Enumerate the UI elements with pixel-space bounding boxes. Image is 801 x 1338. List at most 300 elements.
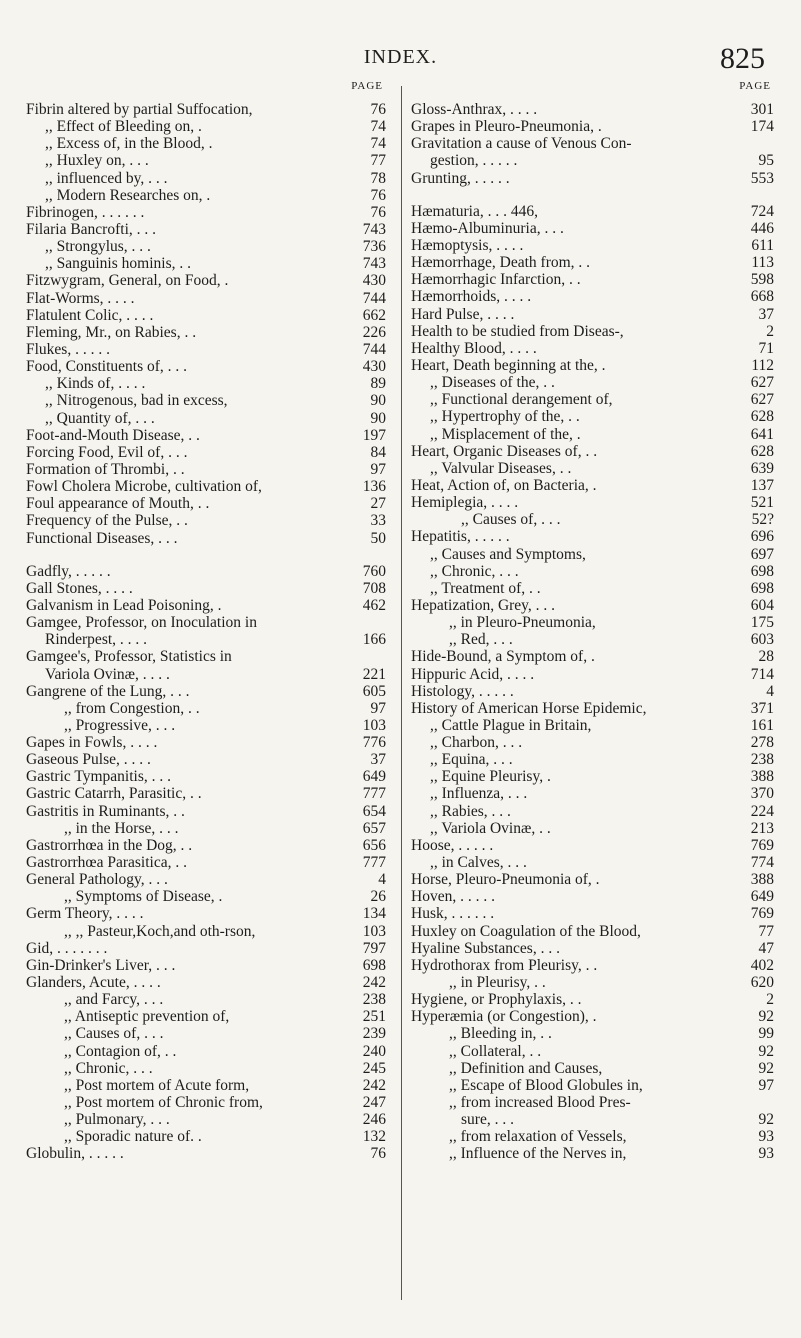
index-entry <box>411 768 774 785</box>
index-entry-text: ,, Effect of Bleeding on, . <box>45 118 202 136</box>
index-entry <box>26 871 386 888</box>
index-entry <box>411 1111 774 1128</box>
index-entry-text: Hippuric Acid, . . . . <box>411 665 535 683</box>
index-entry <box>26 221 386 238</box>
index-entry <box>411 888 774 905</box>
index-entry <box>411 254 774 271</box>
index-entry-page: 611 <box>751 236 774 254</box>
index-entry-page: 90 <box>370 392 386 410</box>
index-entry <box>26 854 386 871</box>
index-entry-page: 246 <box>362 1111 386 1129</box>
index-entry-page: 92 <box>758 1111 774 1129</box>
index-entry-text: Hard Pulse, . . . . <box>411 305 515 323</box>
index-entry-page: 103 <box>362 716 386 734</box>
index-entry-page: 52? <box>751 511 774 529</box>
index-entry-page: 714 <box>750 665 774 683</box>
index-entry-text: Foot-and-Mouth Disease, . . <box>26 426 200 444</box>
index-entry-text: Gastritis in Ruminants, . . <box>26 802 185 820</box>
index-entry-text: ,, Functional derangement of, <box>430 391 613 409</box>
index-entry <box>26 255 386 272</box>
index-entry-text: ,, Treatment of, . . <box>430 579 541 597</box>
index-entry <box>26 1060 386 1077</box>
index-entry-page: 654 <box>362 802 386 820</box>
index-entry-text: ,, Symptoms of Disease, . <box>64 888 223 906</box>
index-entry <box>26 444 386 461</box>
index-entry <box>411 323 774 340</box>
index-entry-page: 99 <box>758 1025 774 1043</box>
index-entry-page: 446 <box>750 219 774 237</box>
index-entry <box>26 1111 386 1128</box>
index-entry <box>411 340 774 357</box>
index-entry <box>26 1025 386 1042</box>
index-entry-text: Hoose, . . . . . <box>411 836 494 854</box>
index-entry-page: 95 <box>758 152 774 170</box>
left-index-lines <box>26 101 386 1163</box>
index-entry <box>411 940 774 957</box>
index-entry <box>411 288 774 305</box>
index-entry <box>411 306 774 323</box>
index-entry-text: ,, in Calves, . . . <box>430 854 527 872</box>
index-entry-page: 776 <box>362 734 386 752</box>
index-entry <box>411 357 774 374</box>
index-entry-page: 78 <box>370 169 386 187</box>
index-entry <box>26 1145 386 1162</box>
index-entry-page: 639 <box>750 459 774 477</box>
index-entry-page: 76 <box>370 101 386 118</box>
index-entry <box>26 135 386 152</box>
index-entry-page: 242 <box>362 974 386 992</box>
index-entry-page: 136 <box>362 478 386 496</box>
index-entry <box>26 272 386 289</box>
index-entry-page: 93 <box>758 1128 774 1146</box>
index-entry-text: ,, in Pleuro-Pneumonia, <box>449 614 596 632</box>
index-entry-text: ,, Strongylus, . . . <box>45 238 151 256</box>
index-entry-page: 696 <box>750 528 774 546</box>
index-entry-text: Gaseous Pulse, . . . . <box>26 751 151 769</box>
index-entry <box>411 528 774 545</box>
index-entry-page: 175 <box>750 614 774 632</box>
index-entry <box>411 923 774 940</box>
page-number: 825 <box>720 42 765 75</box>
index-entry-text: ,, Kinds of, . . . . <box>45 375 146 393</box>
index-entry-text: ,, Red, . . . <box>449 631 513 649</box>
index-entry-text: Flukes, . . . . . <box>26 340 110 358</box>
index-entry-page: 27 <box>370 495 386 513</box>
index-entry <box>411 135 774 152</box>
index-entry-page: 197 <box>362 426 386 444</box>
index-entry <box>411 785 774 802</box>
index-entry-page: 641 <box>750 425 774 443</box>
index-entry <box>411 717 774 734</box>
index-entry <box>26 375 386 392</box>
index-entry-text: Filaria Bancrofti, . . . <box>26 220 156 238</box>
index-entry-text: History of American Horse Epidemic, <box>411 699 647 717</box>
index-entry <box>411 597 774 614</box>
index-entry-text: ,, Sanguinis hominis, . . <box>45 255 191 273</box>
index-entry-text: ,, Charbon, . . . <box>430 734 523 752</box>
index-entry-text: ,, Bleeding in, . . <box>449 1025 552 1043</box>
index-entry <box>411 614 774 631</box>
index-entry <box>26 204 386 221</box>
index-entry <box>411 957 774 974</box>
index-entry-text: Variola Ovinæ, . . . . <box>45 665 170 683</box>
index-entry <box>411 374 774 391</box>
index-entry <box>411 477 774 494</box>
index-entry-page: 92 <box>758 1008 774 1026</box>
index-entry-page: 132 <box>362 1128 386 1146</box>
index-entry-page: 371 <box>750 699 774 717</box>
index-entry <box>26 614 386 631</box>
index-entry-text: ,, from increased Blood Pres- <box>449 1094 631 1112</box>
index-entry-text: ,, Variola Ovinæ, . . <box>430 819 551 837</box>
index-entry-text: Hæmaturia, . . . 446, <box>411 202 538 220</box>
index-entry <box>411 1008 774 1025</box>
index-entry-text: ,, Hypertrophy of the, . . <box>430 408 580 426</box>
index-entry-page: 553 <box>750 169 774 187</box>
right-index-lines <box>411 101 774 1163</box>
index-entry <box>26 392 386 409</box>
index-entry-text: Heart, Organic Diseases of, . . <box>411 442 598 460</box>
index-entry <box>411 1025 774 1042</box>
index-entry-text: Fibrin altered by partial Suffocation, <box>26 101 253 118</box>
index-entry-page: 71 <box>758 339 774 357</box>
index-entry-page: 238 <box>362 991 386 1009</box>
index-entry-page: 238 <box>750 751 774 769</box>
index-entry <box>26 820 386 837</box>
index-entry-text: Heart, Death beginning at the, . <box>411 356 606 374</box>
left-index-column <box>26 80 386 1163</box>
index-entry-text: Galvanism in Lead Poisoning, . <box>26 596 222 614</box>
index-entry <box>411 563 774 580</box>
index-entry-page: 76 <box>370 186 386 204</box>
index-entry-page: 724 <box>750 202 774 220</box>
index-entry-page: 112 <box>751 356 774 374</box>
index-entry-page: 93 <box>758 1145 774 1163</box>
index-entry-page: 388 <box>750 871 774 889</box>
index-entry-text: ,, Progressive, . . . <box>64 716 176 734</box>
index-entry-text: Fowl Cholera Microbe, cultivation of, <box>26 478 262 496</box>
index-entry <box>26 905 386 922</box>
index-entry-page: 797 <box>362 939 386 957</box>
index-entry-text: ,, Equine Pleurisy, . <box>430 768 551 786</box>
index-entry-text: ,, influenced by, . . . <box>45 169 168 187</box>
index-entry-page: 92 <box>758 1042 774 1060</box>
index-entry-page: 603 <box>750 631 774 649</box>
index-entry <box>26 991 386 1008</box>
index-entry-page: 462 <box>362 596 386 614</box>
index-entry-text: ,, Modern Researches on, . <box>45 186 211 204</box>
index-entry-text: Health to be studied from Diseas-, <box>411 322 624 340</box>
index-entry <box>26 717 386 734</box>
index-entry <box>26 324 386 341</box>
index-entry-page: 777 <box>362 854 386 872</box>
index-entry-text: Hyaline Substances, . . . <box>411 939 560 957</box>
index-entry <box>411 871 774 888</box>
index-entry-page: 242 <box>362 1076 386 1094</box>
index-entry <box>26 478 386 495</box>
index-entry-page: 769 <box>750 905 774 923</box>
index-entry-page: 47 <box>758 939 774 957</box>
index-entry-page: 521 <box>750 494 774 512</box>
index-entry-page: 278 <box>750 734 774 752</box>
index-entry-text: Histology, . . . . . <box>411 682 514 700</box>
index-entry-text: Grapes in Pleuro-Pneumonia, . <box>411 118 602 136</box>
index-entry <box>26 341 386 358</box>
index-entry-page: 649 <box>750 888 774 906</box>
index-entry-text: ,, Pulmonary, . . . <box>64 1111 170 1129</box>
index-entry-text: Huxley on Coagulation of the Blood, <box>411 922 641 940</box>
index-entry <box>26 530 386 547</box>
index-entry-page: 628 <box>750 442 774 460</box>
index-entry-text: ,, Chronic, . . . <box>430 562 519 580</box>
index-entry <box>411 1128 774 1145</box>
index-entry-text: ,, Cattle Plague in Britain, <box>430 716 592 734</box>
index-entry-page: 166 <box>362 631 386 649</box>
index-entry-page: 698 <box>750 562 774 580</box>
index-entry-text: ,, Chronic, . . . <box>64 1059 153 1077</box>
index-entry <box>26 1077 386 1094</box>
index-entry-text: ,, from Congestion, . . <box>64 699 200 717</box>
index-entry-page: 226 <box>362 323 386 341</box>
index-entry-text: Healthy Blood, . . . . <box>411 339 537 357</box>
index-entry-page: 221 <box>362 665 386 683</box>
index-entry-text: ,, Misplacement of the, . <box>430 425 581 443</box>
index-entry-page: 50 <box>370 529 386 547</box>
index-entry-page: 698 <box>750 579 774 597</box>
index-entry-page: 760 <box>362 562 386 580</box>
index-entry <box>26 648 386 665</box>
index-entry-text: ,, Escape of Blood Globules in, <box>449 1076 643 1094</box>
index-entry-page: 301 <box>750 101 774 118</box>
index-entry-text: Hide-Bound, a Symptom of, . <box>411 648 595 666</box>
index-entry-page: 137 <box>750 476 774 494</box>
index-entry-page: 430 <box>362 358 386 376</box>
index-entry-text: Hepatization, Grey, . . . <box>411 596 556 614</box>
index-entry <box>411 631 774 648</box>
index-entry-text: ,, Causes and Symptoms, <box>430 545 586 563</box>
index-entry <box>411 854 774 871</box>
index-entry-page: 97 <box>370 460 386 478</box>
index-entry-page: 736 <box>362 238 386 256</box>
index-entry-text: Gloss-Anthrax, . . . . <box>411 101 538 118</box>
index-entry-text: sure, . . . <box>461 1111 514 1129</box>
index-entry-page: 628 <box>750 408 774 426</box>
index-entry-page: 698 <box>362 956 386 974</box>
index-entry-text: Forcing Food, Evil of, . . . <box>26 443 188 461</box>
index-entry-text: ,, from relaxation of Vessels, <box>449 1128 627 1146</box>
index-entry <box>411 837 774 854</box>
index-entry-text: ,, Nitrogenous, bad in excess, <box>45 392 228 410</box>
index-entry <box>411 683 774 700</box>
index-entry-page: 33 <box>370 512 386 530</box>
index-entry <box>26 940 386 957</box>
index-entry-text: ,, Influence of the Nerves in, <box>449 1145 627 1163</box>
right-page-heading: PAGE <box>739 80 771 92</box>
index-entry <box>411 203 774 220</box>
index-entry-text: Gastrorrhœa in the Dog, . . <box>26 836 193 854</box>
index-entry-text: Husk, . . . . . . <box>411 905 495 923</box>
index-entry-page: 76 <box>370 1145 386 1163</box>
index-entry-text: Gamgee, Professor, on Inoculation in <box>26 614 257 632</box>
index-entry-text: Fibrinogen, . . . . . . <box>26 203 145 221</box>
index-entry <box>26 888 386 905</box>
page-title: INDEX. <box>363 46 438 68</box>
index-entry <box>26 170 386 187</box>
index-entry-text: Functional Diseases, . . . <box>26 529 178 547</box>
index-entry-page: 26 <box>370 888 386 906</box>
index-entry <box>26 290 386 307</box>
index-entry-page: 77 <box>758 922 774 940</box>
index-entry-text: ,, Causes of, . . . <box>64 1025 164 1043</box>
index-entry-text: Fitzwygram, General, on Food, . <box>26 272 229 290</box>
index-entry-page: 430 <box>362 272 386 290</box>
index-entry-page: 97 <box>370 699 386 717</box>
index-entry <box>411 118 774 135</box>
index-entry <box>411 237 774 254</box>
index-entry-text: Formation of Thrombi, . . <box>26 460 185 478</box>
index-entry <box>26 837 386 854</box>
index-entry <box>411 271 774 288</box>
index-entry <box>26 461 386 478</box>
index-entry-text: Germ Theory, . . . . <box>26 905 144 923</box>
index-entry-text: ,, Valvular Diseases, . . <box>430 459 572 477</box>
index-entry-page: 28 <box>758 648 774 666</box>
index-entry-text: Heat, Action of, on Bacteria, . <box>411 476 597 494</box>
index-entry-page: 774 <box>750 854 774 872</box>
index-entry-text: ,, Causes of, . . . <box>461 511 561 529</box>
index-entry <box>411 1043 774 1060</box>
index-entry <box>411 391 774 408</box>
index-entry <box>26 495 386 512</box>
index-entry-page: 2 <box>766 322 774 340</box>
index-entry-text: Gastric Tympanitis, . . . <box>26 768 172 786</box>
index-entry-text: gestion, . . . . . <box>430 152 518 170</box>
index-entry-page: 388 <box>750 768 774 786</box>
index-entry <box>26 631 386 648</box>
index-entry <box>26 666 386 683</box>
index-entry <box>26 597 386 614</box>
index-entry-page: 251 <box>362 1008 386 1026</box>
index-entry-text: Hoven, . . . . . <box>411 888 495 906</box>
index-entry <box>411 666 774 683</box>
index-entry-text: ,, Contagion of, . . <box>64 1042 177 1060</box>
index-entry-page: 37 <box>758 305 774 323</box>
index-entry-text: ,, Equina, . . . <box>430 751 513 769</box>
index-entry <box>411 751 774 768</box>
index-entry-page: 92 <box>758 1059 774 1077</box>
index-entry-page: 402 <box>750 956 774 974</box>
index-entry-text: ,, Post mortem of Chronic from, <box>64 1094 263 1112</box>
index-entry-text: Flatulent Colic, . . . . <box>26 306 154 324</box>
index-entry-page: 656 <box>362 836 386 854</box>
index-entry-text: Gangrene of the Lung, . . . <box>26 682 190 700</box>
index-entry-text: Gravitation a cause of Venous Con- <box>411 135 632 153</box>
index-entry-text: Food, Constituents of, . . . <box>26 358 188 376</box>
index-entry-text: Globulin, . . . . . <box>26 1145 124 1163</box>
page-header <box>0 42 801 82</box>
index-entry <box>411 700 774 717</box>
index-entry-page: 627 <box>750 374 774 392</box>
index-entry-text: ,, Sporadic nature of. . <box>64 1128 202 1146</box>
index-entry-page: 2 <box>766 991 774 1009</box>
index-entry-text: ,, Collateral, . . <box>449 1042 542 1060</box>
index-entry <box>26 768 386 785</box>
index-entry <box>411 1060 774 1077</box>
index-entry-page: 76 <box>370 203 386 221</box>
index-entry-text: Hydrothorax from Pleurisy, . . <box>411 956 598 974</box>
index-entry <box>26 923 386 940</box>
index-entry <box>26 1128 386 1145</box>
index-entry <box>411 648 774 665</box>
index-entry-text: Gall Stones, . . . . <box>26 579 133 597</box>
index-entry-page: 97 <box>758 1076 774 1094</box>
index-entry-page: 213 <box>750 819 774 837</box>
index-entry-text: Gastric Catarrh, Parasitic, . . <box>26 785 202 803</box>
index-entry-text: ,, Influenza, . . . <box>430 785 528 803</box>
index-entry-page: 649 <box>362 768 386 786</box>
index-entry-page: 668 <box>750 288 774 306</box>
index-entry <box>411 820 774 837</box>
index-entry-page: 134 <box>362 905 386 923</box>
index-entry-text: ,, Post mortem of Acute form, <box>64 1076 250 1094</box>
index-entry <box>26 785 386 802</box>
index-entry-page: 74 <box>370 135 386 153</box>
index-entry <box>26 238 386 255</box>
index-entry <box>411 511 774 528</box>
index-entry <box>26 683 386 700</box>
index-entry-text: Gid, . . . . . . . <box>26 939 108 957</box>
index-entry-page: 113 <box>751 254 774 272</box>
index-entry <box>411 546 774 563</box>
index-entry-text: Hæmorrhoids, . . . . <box>411 288 532 306</box>
index-entry <box>26 307 386 324</box>
index-entry <box>26 751 386 768</box>
index-entry-page: 4 <box>766 682 774 700</box>
index-entry-text: Hemiplegia, . . . . <box>411 494 519 512</box>
index-entry-page: 605 <box>362 682 386 700</box>
index-entry <box>26 803 386 820</box>
index-entry-page: 777 <box>362 785 386 803</box>
index-entry-page: 90 <box>370 409 386 427</box>
index-entry-text: Foul appearance of Mouth, . . <box>26 495 210 513</box>
index-entry-text: ,, Rabies, . . . <box>430 802 511 820</box>
index-entry <box>411 152 774 169</box>
index-entry <box>411 580 774 597</box>
index-entry <box>411 426 774 443</box>
index-entry-text: Glanders, Acute, . . . . <box>26 974 161 992</box>
index-entry <box>411 460 774 477</box>
index-entry-text: Horse, Pleuro-Pneumonia of, . <box>411 871 600 889</box>
index-entry-page: 662 <box>362 306 386 324</box>
index-entry <box>411 494 774 511</box>
index-entry <box>26 580 386 597</box>
index-entry-text: Gastrorrhœa Parasitica, . . <box>26 854 187 872</box>
index-entry-page: 37 <box>370 751 386 769</box>
index-entry-text: Hyperæmia (or Congestion), . <box>411 1008 597 1026</box>
index-entry-page: 743 <box>362 220 386 238</box>
index-entry-text: Fleming, Mr., on Rabies, . . <box>26 323 197 341</box>
index-entry <box>26 974 386 991</box>
column-divider <box>401 86 402 1300</box>
index-entry-text: Hæmoptysis, . . . . <box>411 236 524 254</box>
index-entry-text: ,, ,, Pasteur,Koch,and oth-rson, <box>64 922 256 940</box>
index-entry <box>411 170 774 187</box>
index-entry-page: 77 <box>370 152 386 170</box>
index-entry-text: ,, and Farcy, . . . <box>64 991 164 1009</box>
index-entry-page: 89 <box>370 375 386 393</box>
index-entry <box>26 152 386 169</box>
index-entry <box>411 408 774 425</box>
